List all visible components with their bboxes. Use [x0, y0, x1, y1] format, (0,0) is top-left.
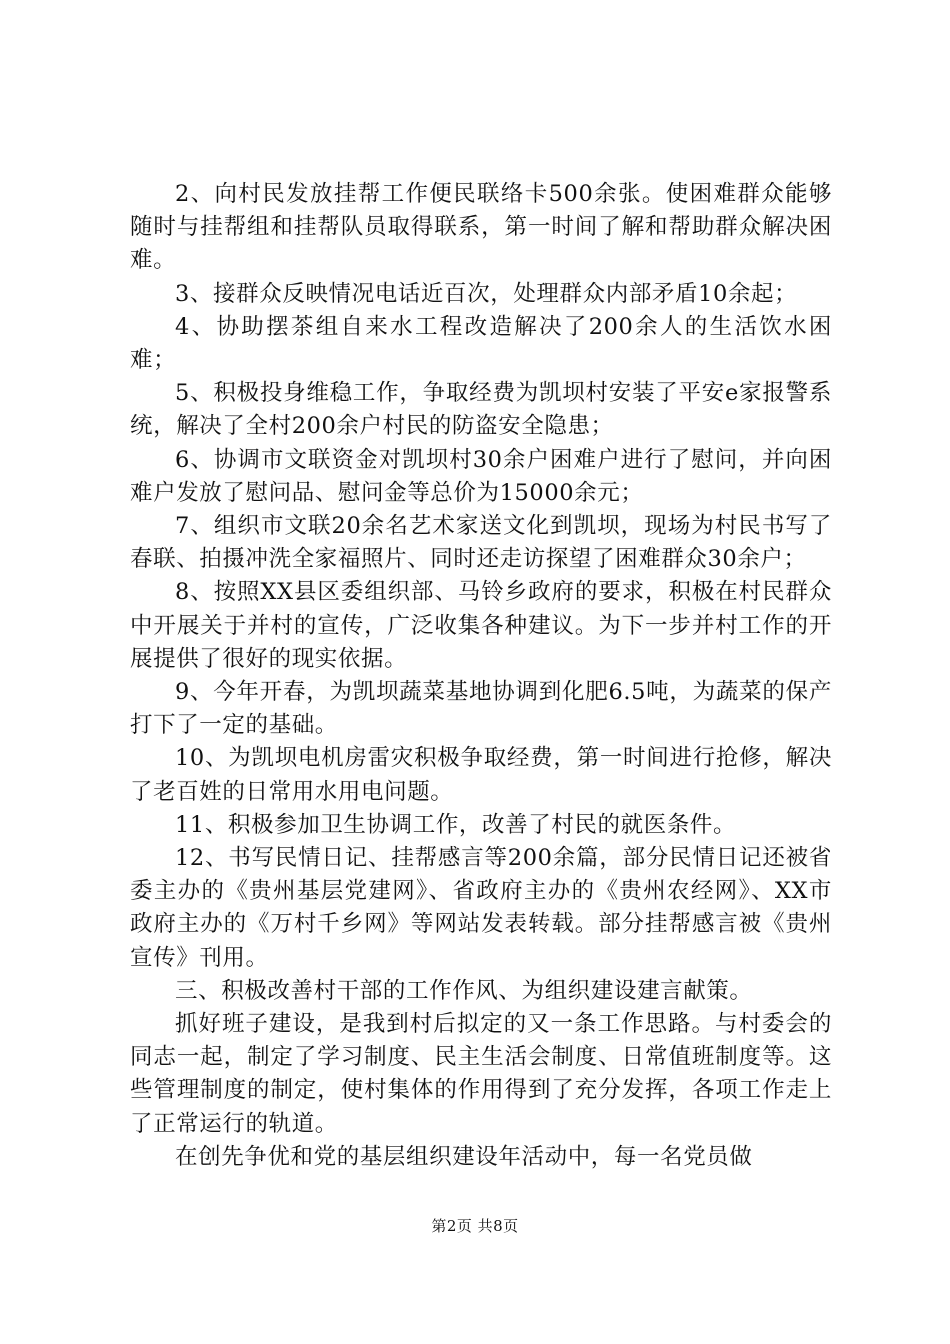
section-heading: 三、积极改善村干部的工作作风、为组织建设建言献策。 — [175, 977, 753, 1004]
paragraph: 9、今年开春，为凯坝蔬菜基地协调到化肥6.5吨，为蔬菜的保产打下了一定的基础。 — [130, 679, 832, 739]
paragraph: 4、协助摆茶组自来水工程改造解决了200余人的生活饮水困难； — [130, 313, 832, 374]
paragraph: 7、组织市文联20余名艺术家送文化到凯坝，现场为村民书写了春联、拍摄冲洗全家福照片、同时还走访探望了困难群众30余户； — [130, 513, 832, 573]
paragraph: 8、按照XX县区委组织部、马铃乡政府的要求，积极在村民群众中开展关于并村的宣传，广泛收集各种建议。为下一步并村工作的开展提供了很好的现实依据。 — [130, 579, 832, 672]
paragraph: 11、积极参加卫生协调工作，改善了村民的就医条件。 — [175, 811, 737, 838]
page-number-footer: 第2页 共8页 — [431, 1217, 519, 1235]
paragraph: 抓好班子建设，是我到村后拟定的又一条工作思路。与村委会的同志一起，制定了学习制度、民主生活会制度、日常值班制度等。这些管理制度的制定，使村集体的作用得到了充分发挥，各项工作走上了正常运行的轨道。 — [130, 1011, 832, 1137]
paragraph: 12、书写民情日记、挂帮感言等200余篇，部分民情日记还被省委主办的《贵州基层党建网》、省政府主办的《贵州农经网》、XX市政府主办的《万村千乡网》等网站发表转载。部分挂帮感言被《贵州宣传》刊用。 — [130, 845, 832, 971]
paragraph: 6、协调市文联资金对凯坝村30余户困难户进行了慰问，并向困难户发放了慰问品、慰问金等总价为15000余元； — [130, 446, 832, 506]
document-body — [130, 178, 832, 1174]
paragraph: 3、接群众反映情况电话近百次，处理群众内部矛盾10余起； — [175, 280, 798, 307]
paragraph: 10、为凯坝电机房雷灾积极争取经费，第一时间进行抢修，解决了老百姓的日常用水用电问题。 — [130, 745, 832, 805]
paragraph: 2、向村民发放挂帮工作便民联络卡500余张。使困难群众能够随时与挂帮组和挂帮队员取得联系，第一时间了解和帮助群众解决困难。 — [130, 181, 832, 274]
paragraph: 5、积极投身维稳工作，争取经费为凯坝村安装了平安e家报警系统，解决了全村200余户村民的防盗安全隐患； — [130, 380, 832, 440]
paragraph: 在创先争优和党的基层组织建设年活动中，每一名党员做 — [175, 1143, 753, 1170]
